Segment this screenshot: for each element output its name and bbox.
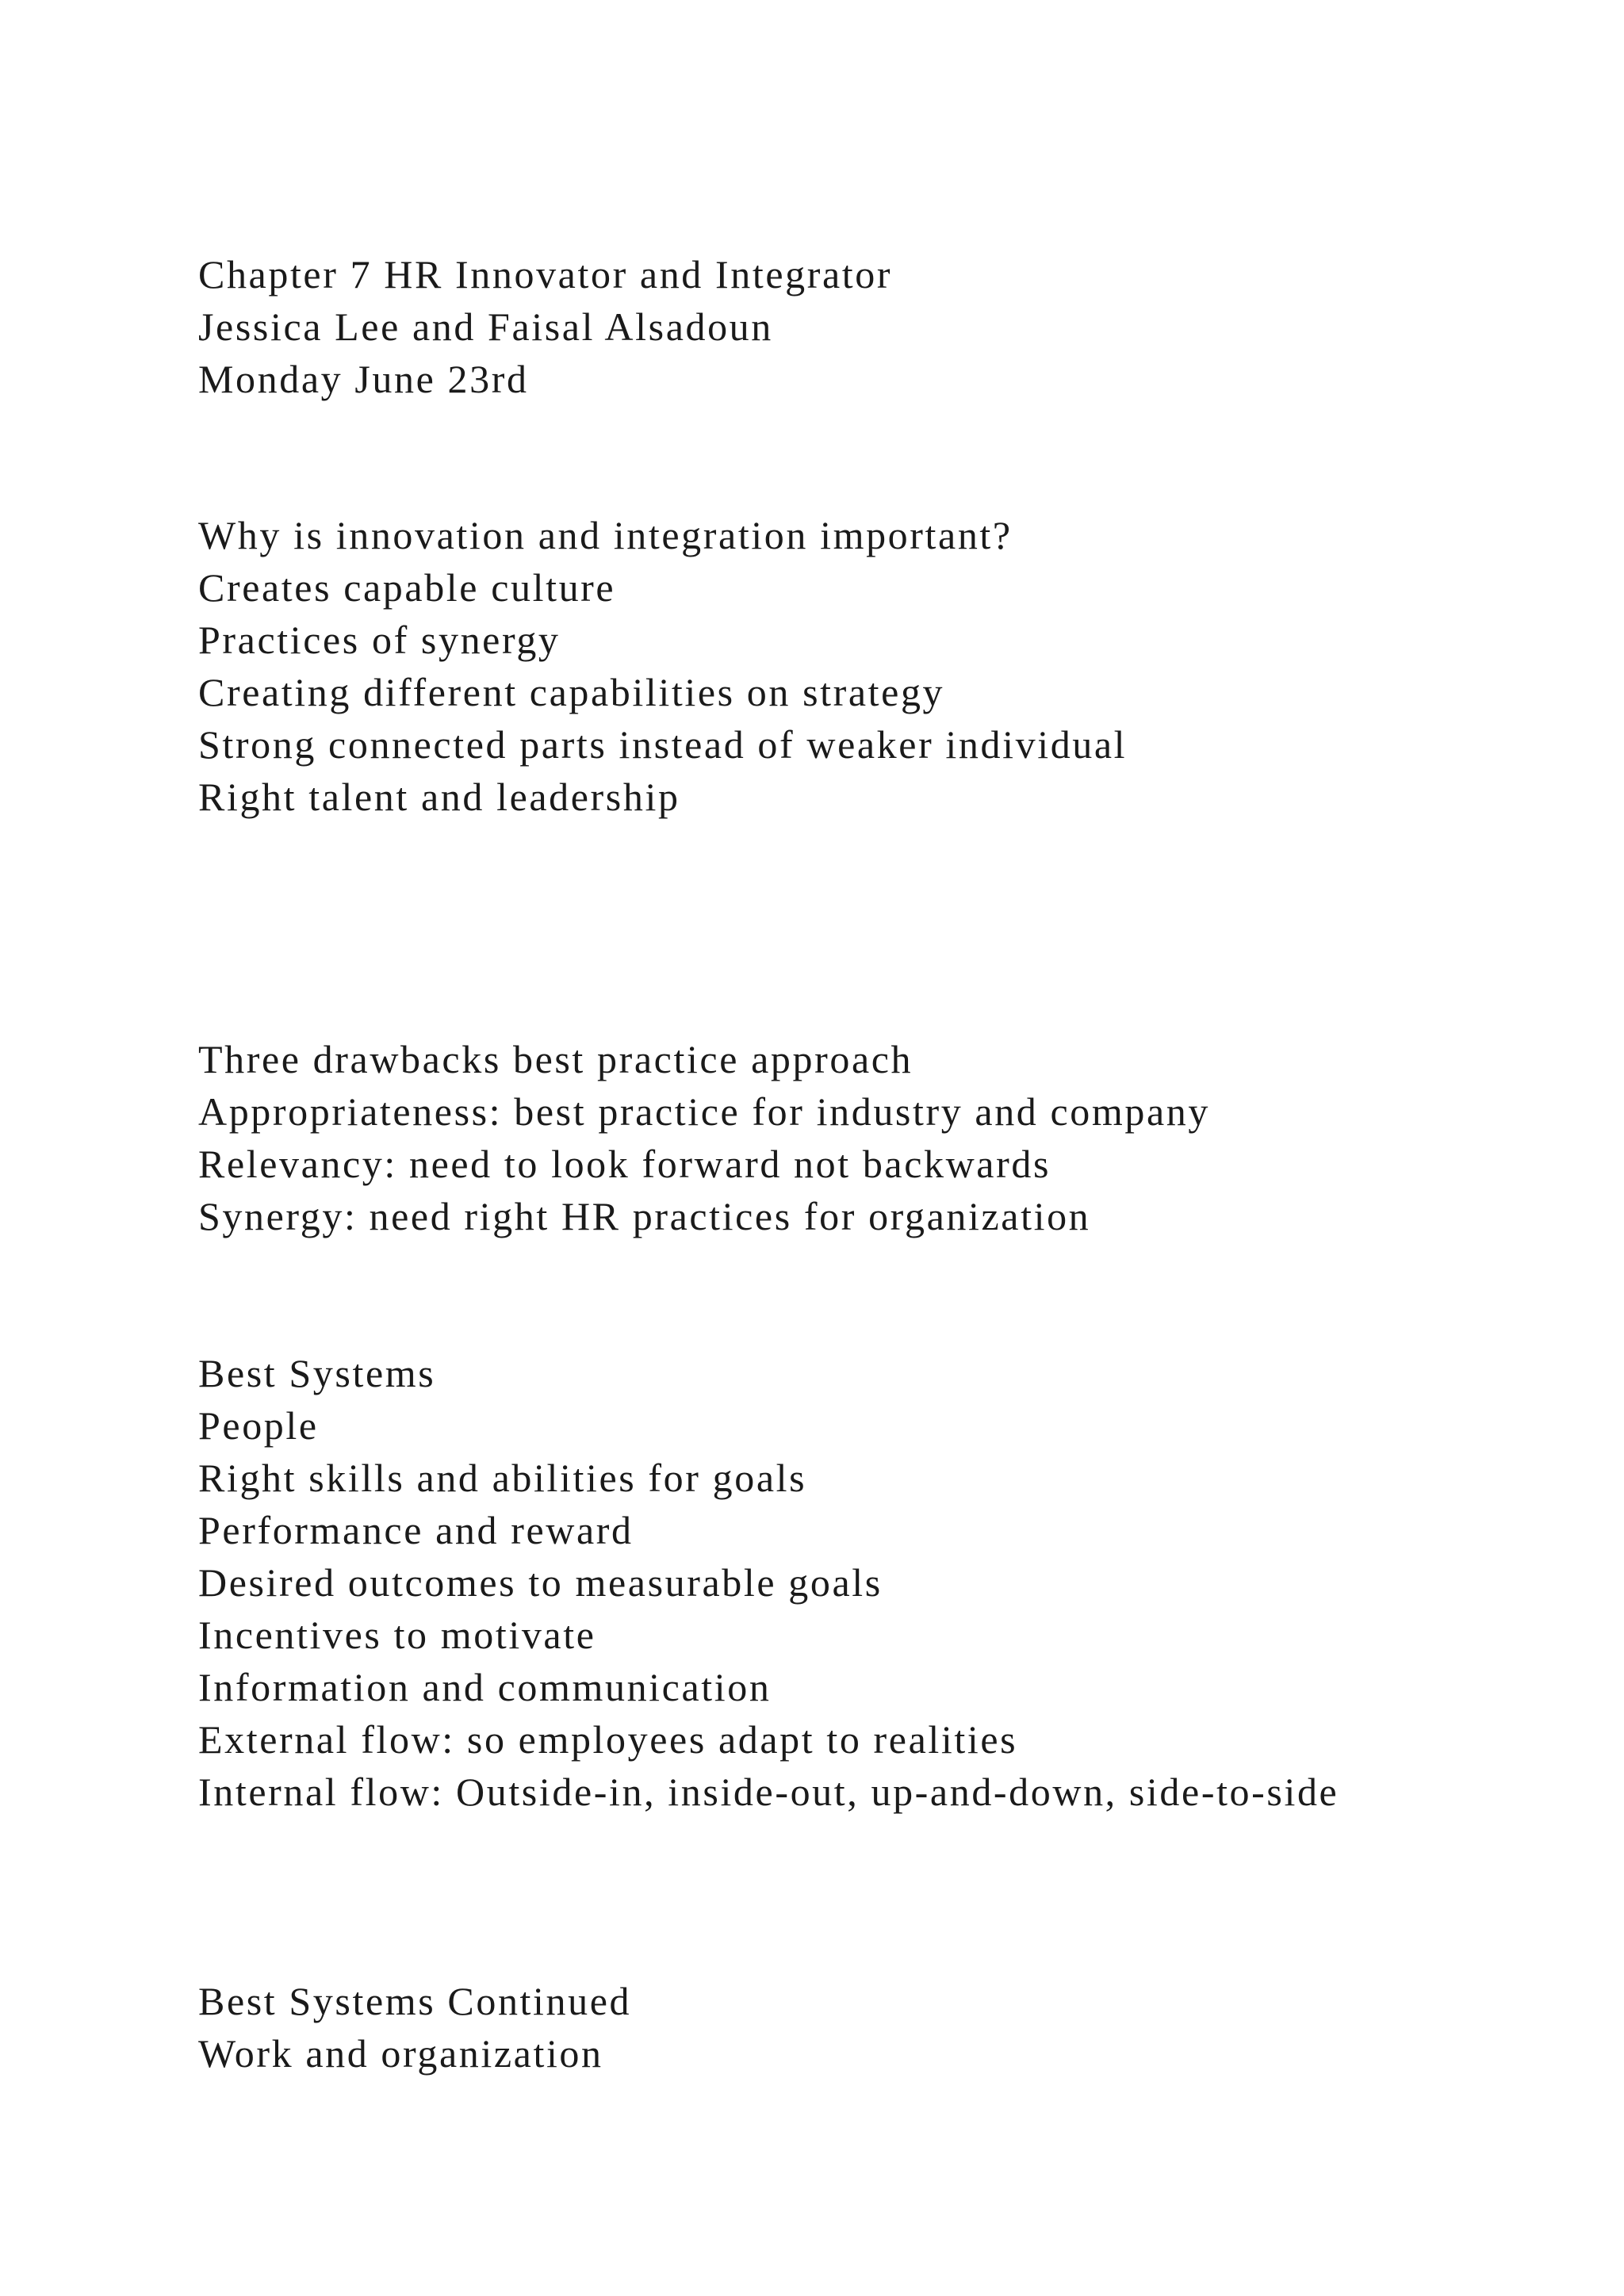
list-item: Strong connected parts instead of weaker individual: [198, 722, 1128, 767]
list-item: Appropriateness: best practice for industry and company: [198, 1089, 1210, 1134]
list-item: Synergy: need right HR practices for organization: [198, 1194, 1091, 1238]
document-title: Chapter 7 HR Innovator and Integrator: [198, 252, 893, 297]
list-item: Creates capable culture: [198, 565, 616, 610]
list-item: People: [198, 1403, 319, 1448]
list-item: Right skills and abilities for goals: [198, 1456, 807, 1500]
list-item: Information and communication: [198, 1665, 772, 1709]
section-heading: Best Systems: [198, 1351, 436, 1395]
section-heading: Best Systems Continued: [198, 1979, 632, 2023]
section-heading: Three drawbacks best practice approach: [198, 1037, 914, 1081]
list-item: Internal flow: Outside-in, inside-out, up-and-down, side-to-side: [198, 1770, 1339, 1814]
section-heading: Why is innovation and integration important?: [198, 513, 1013, 557]
list-item: Desired outcomes to measurable goals: [198, 1560, 883, 1605]
list-item: Incentives to motivate: [198, 1613, 596, 1657]
list-item: Practices of synergy: [198, 618, 561, 662]
list-item: Relevancy: need to look forward not backwards: [198, 1142, 1051, 1186]
list-item: Work and organization: [198, 2031, 603, 2076]
list-item: Creating different capabilities on strategy: [198, 670, 945, 714]
document-date: Monday June 23rd: [198, 357, 529, 401]
list-item: External flow: so employees adapt to realities: [198, 1717, 1018, 1762]
document-authors: Jessica Lee and Faisal Alsadoun: [198, 304, 773, 349]
list-item: Performance and reward: [198, 1508, 634, 1552]
list-item: Right talent and leadership: [198, 775, 680, 819]
